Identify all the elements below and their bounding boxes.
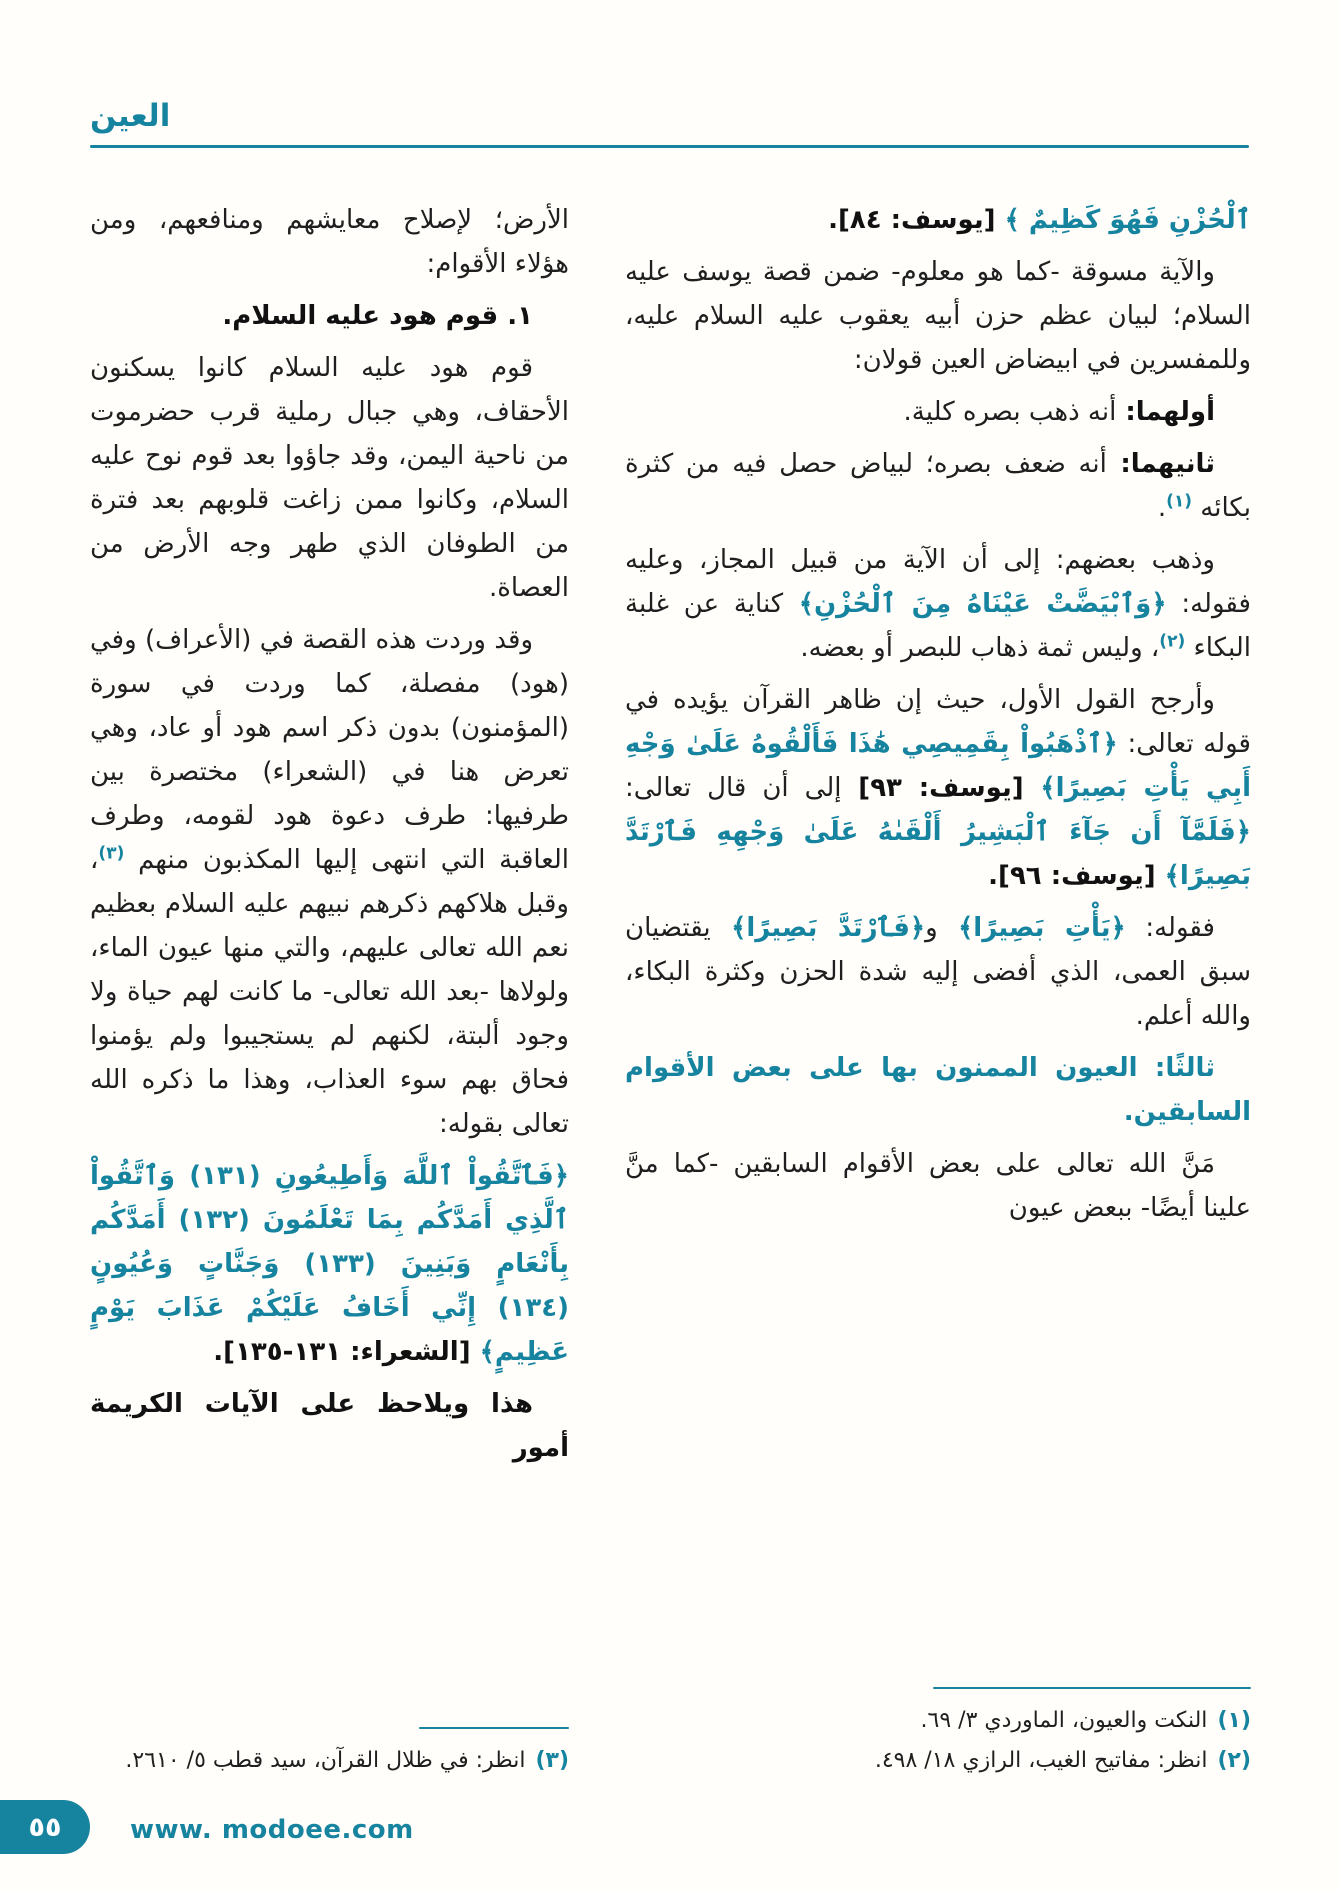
paragraph	[90, 346, 569, 610]
text-run: أنه ضعف بصره؛ لبياض حصل فيه من كثرة بكائه	[625, 449, 1251, 523]
footnote-text: انظر: في ظلال القرآن، سيد قطب ٥/ ٢٦١٠.	[125, 1748, 526, 1773]
text-run: الأرض؛ لإصلاح معايشهم ومنافعهم، ومن هؤلاء الأقوام:	[90, 205, 569, 279]
text-run: مَنَّ الله تعالى على بعض الأقوام السابقين -كما منَّ علينا أيضًا- ببعض عيون	[625, 1149, 1251, 1223]
text-run: والآية مسوقة -كما هو معلوم- ضمن قصة يوسف عليه السلام؛ لبيان عظم حزن أبيه يعقوب عليه السلام عليه، وللمفسرين في ابيضاض العين قولان:	[625, 257, 1251, 375]
paragraph	[90, 618, 569, 1146]
verse-reference: [يوسف: ٨٤].	[828, 205, 996, 235]
footnotes-left	[90, 1719, 569, 1783]
accent-heading-text: ثالثًا:	[1137, 1053, 1215, 1083]
text-run: وذهب بعضهم: إلى أن الآية من قبيل المجاز، وعليه فقوله:	[625, 545, 1251, 619]
footnote-rule	[933, 1687, 1251, 1689]
text-run: و	[925, 913, 938, 943]
quran-verse: ﴿ٱذْهَبُواْ بِقَمِيصِي هَٰذَا فَأَلْقُوهُ عَلَىٰ وَجْهِ أَبِي يَأْتِ بَصِيرًا﴾	[625, 729, 1251, 803]
paragraph	[625, 538, 1251, 670]
text-run: .	[1157, 493, 1167, 523]
verse-reference: [الشعراء: ١٣١-١٣٥].	[213, 1337, 471, 1367]
paragraph	[625, 678, 1251, 898]
bold-text-run: هذا ويلاحظ على الآيات الكريمة أمور	[90, 1389, 569, 1463]
quran-verse: ﴿فَلَمَّآ أَن جَآءَ ٱلْبَشِيرُ أَلْقَىٰهُ عَلَىٰ وَجْهِهِ فَٱرْتَدَّ بَصِيرًا﴾	[625, 817, 1251, 891]
column-left-body	[90, 198, 569, 1478]
quran-verse: ﴿فَٱرْتَدَّ بَصِيرًا﴾	[710, 913, 926, 943]
paragraph	[90, 1154, 569, 1374]
page-header	[90, 98, 1249, 148]
footnotes-right	[625, 1679, 1251, 1783]
footnote-marker: (٣)	[98, 843, 125, 864]
text-run: إلى أن قال تعالى:	[625, 773, 842, 803]
text-run: قوم هود عليه السلام كانوا يسكنون الأحقاف، وهي جبال رملية قرب حضرموت من ناحية اليمن، وقد جاؤوا بعد قوم نوح عليه السلام، وكانوا ممن زاغت قلوبهم بعد فترة من الطوفان الذي طهر وجه الأرض من العصاة.	[90, 353, 569, 603]
bold-text-run: ثانيهما:	[1106, 449, 1215, 479]
footnote	[625, 1743, 1251, 1779]
footnote-number: (٢)	[1217, 1748, 1251, 1773]
footnote-marker: (١)	[1166, 491, 1193, 512]
quran-verse: ﴿يَأْتِ بَصِيرًا﴾	[937, 913, 1126, 943]
text-run: ، وقبل هلاكهم ذكرهم نبيهم عليه السلام بعظيم نعم الله تعالى عليهم، والتي منها عيون الماء، ولولاها -بعد الله تعالى- ما كانت لهم حياة ولا وجود ألبتة، لكنهم لم يستجيبوا ولم يؤمنوا فحاق بهم سوء العذاب، وهذا ما ذكره الله تعالى بقوله:	[90, 845, 569, 1139]
text-run: أنه ذهب بصره كلية.	[903, 397, 1117, 427]
text-run: وقد وردت هذه القصة في (الأعراف) وفي (هود) مفصلة، كما وردت في سورة (المؤمنون) بدون ذكر اسم هود أو عاد، وهي تعرض هنا في (الشعراء) مختصرة بين طرفيها: طرف دعوة هود لقومه، وطرف العاقبة التي انتهى إليها المكذبون منهم	[90, 625, 569, 875]
paragraph	[90, 294, 569, 338]
paragraph	[90, 1382, 569, 1470]
text-run: فقوله:	[1125, 913, 1215, 943]
paragraph	[625, 198, 1251, 242]
quran-verse: ٱلْحُزْنِ فَهُوَ كَظِيمٌ ﴾	[995, 205, 1251, 235]
quran-verse: ﴿فَٱتَّقُواْ ٱللَّهَ وَأَطِيعُونِ (١٣١) وَٱتَّقُواْ ٱلَّذِي أَمَدَّكُم بِمَا تَعْلَمُونَ (١٣٢) أَمَدَّكُم بِأَنْعَامٍ وَبَنِينَ (١٣٣) وَجَنَّاتٍ وَعُيُونٍ (١٣٤) إِنِّي أَخَافُ عَلَيْكُمْ عَذَابَ يَوْمٍ عَظِيمٍ﴾	[90, 1161, 569, 1367]
text-run: وأرجح القول الأول، حيث إن ظاهر القرآن يؤيده في قوله تعالى:	[625, 685, 1251, 759]
page-content	[90, 198, 1251, 1783]
text-run: يقتضيان سبق العمى، الذي أفضى إليه شدة الحزن وكثرة البكاء، والله أعلم.	[625, 913, 1251, 1031]
footnote-marker: (٢)	[1159, 631, 1186, 652]
paragraph	[625, 250, 1251, 382]
footnote	[625, 1703, 1251, 1739]
footnote-text: انظر: مفاتيح الغيب، الرازي ١٨/ ٤٩٨.	[874, 1748, 1208, 1773]
header-rule	[90, 145, 1249, 148]
paragraph	[625, 442, 1251, 530]
column-right-body	[625, 198, 1251, 1238]
footnotes-right-list	[625, 1703, 1251, 1779]
footnote-number: (١)	[1217, 1708, 1251, 1733]
footnote-number: (٣)	[535, 1748, 569, 1773]
footnote-text: النكت والعيون، الماوردي ٣/ ٦٩.	[920, 1708, 1208, 1733]
page-number-badge	[0, 1800, 90, 1854]
footnotes-left-list	[90, 1743, 569, 1779]
bold-text-run: ١. قوم هود عليه السلام.	[222, 301, 533, 331]
verse-reference: [يوسف: ٩٦].	[988, 861, 1156, 891]
paragraph	[625, 906, 1251, 1038]
column-right	[625, 198, 1251, 1783]
column-left	[90, 198, 569, 1783]
text-run: كناية عن غلبة البكاء	[625, 589, 1251, 663]
paragraph	[625, 1142, 1251, 1230]
accent-heading-text: العيون الممنون بها على بعض الأقوام السابقين.	[625, 1053, 1251, 1127]
verse-reference: [يوسف: ٩٣]	[841, 773, 1024, 803]
bold-text-run: أولهما:	[1116, 397, 1215, 427]
paragraph	[625, 390, 1251, 434]
footnote-rule	[419, 1727, 569, 1729]
text-run: ، وليس ثمة ذهاب للبصر أو بعضه.	[800, 633, 1160, 663]
quran-verse: ﴿وَٱبْيَضَّتْ عَيْنَاهُ مِنَ ٱلْحُزْنِ﴾	[783, 589, 1167, 619]
page-number: ٥٥	[28, 1811, 62, 1843]
page-title: العين	[90, 98, 171, 134]
footnote	[90, 1743, 569, 1779]
website-text: www. modoee.com	[130, 1815, 414, 1845]
paragraph	[90, 198, 569, 286]
paragraph	[625, 1046, 1251, 1134]
